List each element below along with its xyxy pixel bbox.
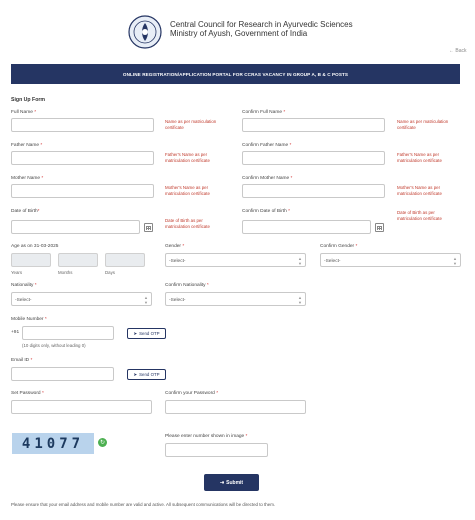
mobile-note: (10 digits only, without leading 0) [22,343,86,348]
mobile-input[interactable] [22,326,114,340]
send-icon: ➤ [133,330,138,336]
captcha-input[interactable] [165,443,268,457]
months-label: Months [58,270,73,275]
full-name-input[interactable] [11,118,154,132]
mother-name-hint: Mother's Name as per matriculation certificate [165,185,210,196]
years-label: Years [11,270,23,275]
footer-note: Please ensure that your email address and mobile number are valid and active. All subsequent communications will be directed to them. [11,502,276,507]
refresh-captcha-icon[interactable]: ↻ [99,440,106,446]
country-code: +91 [11,330,20,335]
gender-select[interactable]: -Select- ▲ ▼ [165,253,306,267]
confirm-full-name-input[interactable] [242,118,385,132]
confirm-password-input[interactable] [165,400,306,414]
org-name: Central Council for Research in Ayurvedic Sciences [170,20,353,29]
email-label: Email ID * [11,358,33,363]
confirm-gender-label: Confirm Gender * [320,244,358,249]
confirm-father-name-label: Confirm Father Name * [242,143,292,148]
email-input[interactable] [11,367,114,381]
mobile-label: Mobile Number * [11,317,47,322]
mother-name-input[interactable] [11,184,154,198]
age-label: Age as on 31-03-2025 [11,244,59,249]
back-link[interactable]: ← Back [449,48,467,54]
confirm-mother-name-label: Confirm Mother Name * [242,176,293,181]
nationality-label: Nationality * [11,283,37,288]
confirm-full-name-hint: Name as per matriculation certificate [397,119,449,130]
captcha-image: 41077 [12,433,94,454]
age-years-field [11,253,51,267]
email-send-otp-button[interactable]: ➤ Send OTP [127,369,166,380]
chevron-down-icon: ▲ ▼ [298,256,302,266]
confirm-full-name-label: Confirm Full Name * [242,110,286,115]
ccras-logo [127,14,163,50]
confirm-dob-input[interactable] [242,220,371,234]
confirm-dob-hint: Date of Birth as per matriculation certificate [397,210,442,221]
dob-input[interactable] [11,220,140,234]
confirm-nationality-label: Confirm Nationality * [165,283,209,288]
father-name-label: Father Name * [11,143,43,148]
mobile-send-otp-button[interactable]: ➤ Send OTP [127,328,166,339]
confirm-father-name-input[interactable] [242,151,385,165]
confirm-nationality-select[interactable]: -Select- ▲ ▼ [165,292,306,306]
father-name-hint: Father's Name as per matriculation certificate [165,152,210,163]
calendar-icon[interactable] [375,223,384,232]
chevron-down-icon: ▲ ▼ [144,295,148,305]
confirm-password-label: Confirm your Password * [165,391,219,396]
calendar-icon[interactable] [144,223,153,232]
full-name-hint: Name as per matriculation certificate [165,119,217,130]
days-label: Days [105,270,116,275]
login-icon: ⇥ [219,479,225,486]
send-icon: ➤ [133,371,138,377]
form-title: Sign Up Form [11,97,46,103]
password-label: Set Password * [11,391,44,396]
confirm-dob-label: Confirm Date of Birth * [242,209,291,214]
password-input[interactable] [11,400,152,414]
confirm-gender-select[interactable]: -Select- ▲ ▼ [320,253,461,267]
confirm-father-name-hint: Father's Name as per matriculation certificate [397,152,442,163]
mother-name-label: Mother Name * [11,176,44,181]
captcha-label: Please enter number shown in image * [165,434,248,439]
portal-banner: ONLINE REGISTRATION/APPLICATION PORTAL FOR CCRAS VACANCY IN GROUP A, B & C POSTS [11,64,460,84]
confirm-mother-name-input[interactable] [242,184,385,198]
dob-hint: Date of Birth as per matriculation certificate [165,218,210,229]
nationality-select[interactable]: -Select- ▲ ▼ [11,292,152,306]
chevron-down-icon: ▲ ▼ [298,295,302,305]
full-name-label: Full Name * [11,110,37,115]
father-name-input[interactable] [11,151,154,165]
gender-label: Gender * [165,244,185,249]
ministry-name: Ministry of Ayush, Government of India [170,29,308,38]
age-days-field [105,253,145,267]
submit-button[interactable]: ⇥ Submit [204,474,259,491]
chevron-down-icon: ▲ ▼ [453,256,457,266]
dob-label: Date of Birth* [11,209,40,214]
confirm-mother-name-hint: Mother's Name as per matriculation certificate [397,185,442,196]
age-months-field [58,253,98,267]
